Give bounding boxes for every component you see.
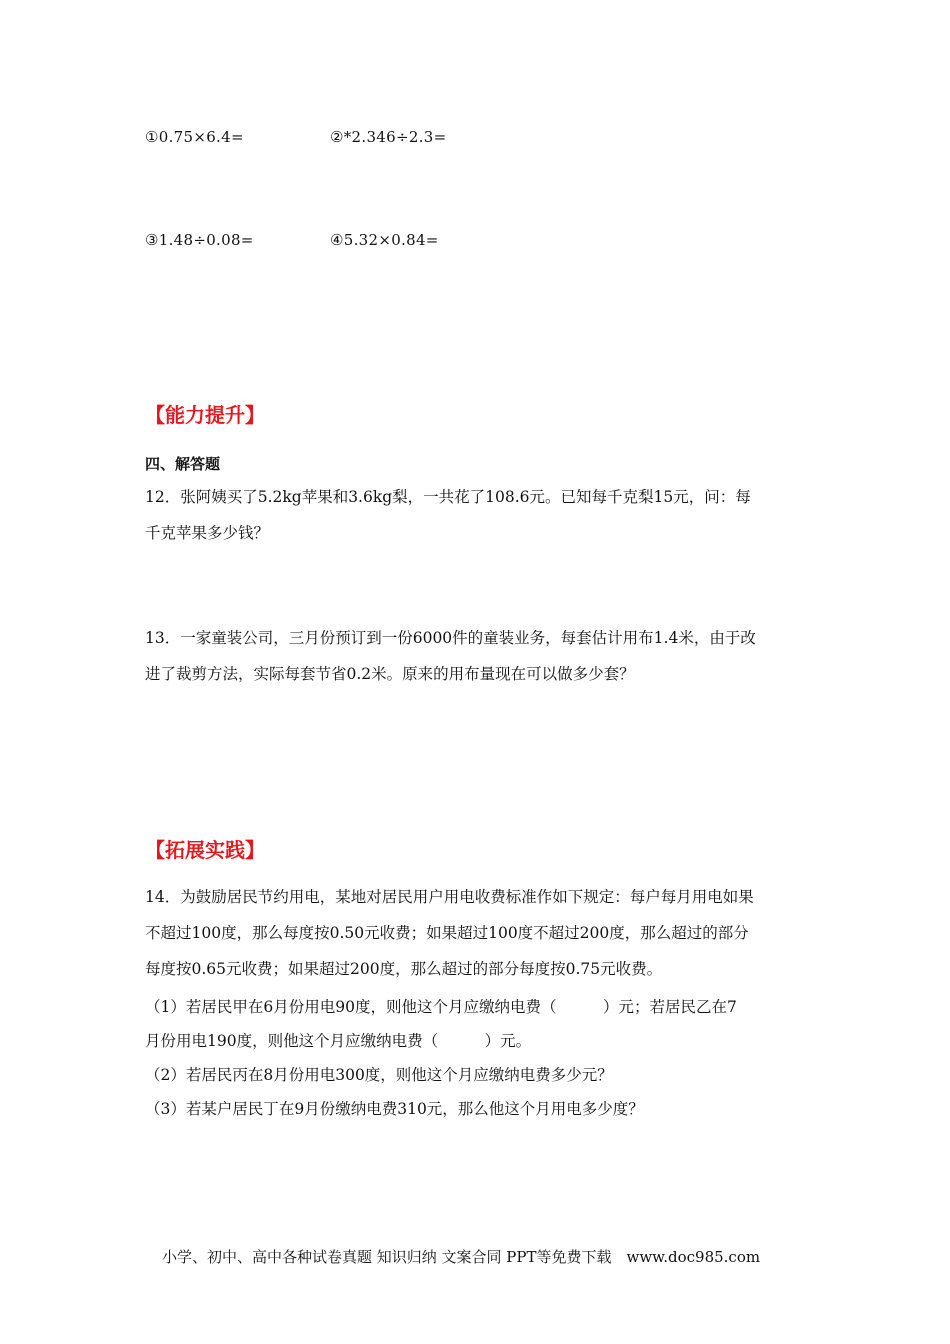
question-12	[145, 479, 810, 551]
question-14	[145, 879, 810, 987]
footer-text: 小学、初中、高中各种试卷真题 知识归纳 文案合同 PPT等免费下载 www.doc985.com	[162, 1248, 761, 1266]
question-13-line-1: 13．一家童装公司，三月份预订到一份6000件的童装业务，每套估计用布1.4米，由于改	[145, 629, 756, 647]
question-14-sub-1-line-1: （1）若居民甲在6月份用电90度，则他这个月应缴纳电费（ ）元；若居民乙在7	[145, 998, 737, 1016]
question-13-line-2: 进了裁剪方法，实际每套节省0.2米。原来的用布量现在可以做多少套？	[145, 665, 635, 683]
calc-item-1: ①0.75×6.4=	[145, 128, 244, 146]
question-14-sub-2: （2）若居民丙在8月份用电300度，则他这个月应缴纳电费多少元？	[145, 1066, 613, 1084]
question-14-line-3: 每度按0.65元收费；如果超过200度，那么超过的部分每度按0.75元收费。	[145, 960, 663, 978]
question-13	[145, 620, 810, 692]
question-14-subquestions	[145, 990, 810, 1126]
calc-item-4: ④5.32×0.84=	[330, 231, 439, 249]
calc-item-2: ②*2.346÷2.3=	[330, 128, 447, 146]
section-heading-expansion: 【拓展实践】	[145, 838, 265, 862]
question-14-sub-1-line-2: 月份用电190度，则他这个月应缴纳电费（ ）元。	[145, 1032, 532, 1050]
question-14-line-2: 不超过100度，那么每度按0.50元收费；如果超过100度不超过200度，那么超过的部分	[145, 924, 749, 942]
question-14-sub-3: （3）若某户居民丁在9月份缴纳电费310元，那么他这个月用电多少度？	[145, 1100, 644, 1118]
section-heading-ability: 【能力提升】	[145, 403, 265, 427]
question-12-line-2: 千克苹果多少钱？	[145, 524, 270, 542]
part-title: 四、解答题	[145, 455, 221, 473]
calc-item-3: ③1.48÷0.08=	[145, 231, 254, 249]
question-14-line-1: 14．为鼓励居民节约用电，某地对居民用户用电收费标准作如下规定：每户每月用电如果	[145, 888, 754, 906]
question-12-line-1: 12．张阿姨买了5.2kg苹果和3.6kg梨，一共花了108.6元。已知每千克梨15元，问：每	[145, 488, 751, 506]
